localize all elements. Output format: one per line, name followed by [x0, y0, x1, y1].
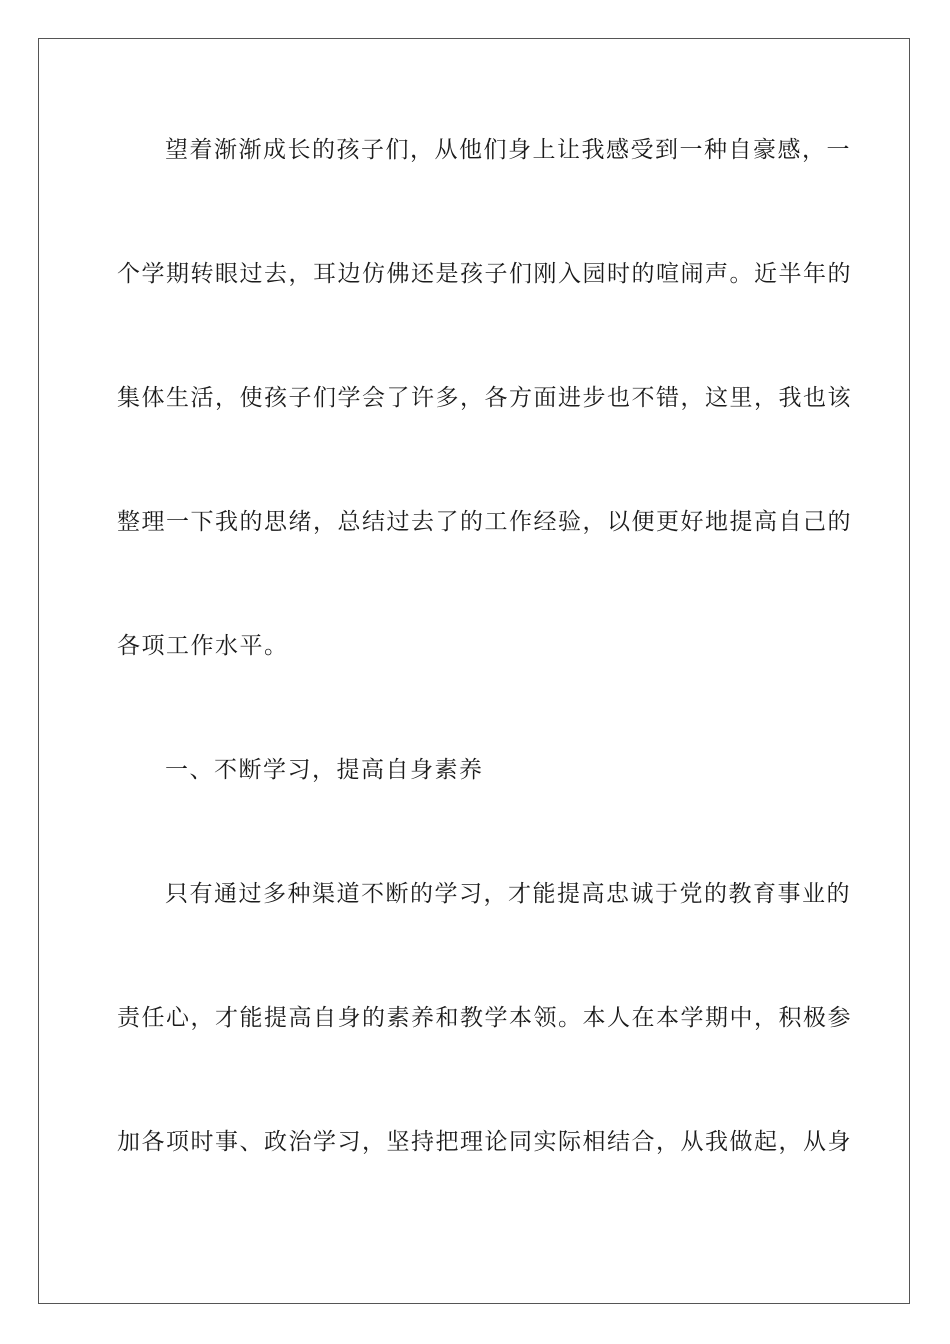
paragraph-1-line-1: 望着渐渐成长的孩子们，从他们身上让我感受到一种自豪感，一 [165, 137, 851, 163]
paragraph-1-line-4: 整理一下我的思绪，总结过去了的工作经验，以便更好地提高自己的 [117, 509, 852, 535]
paragraph-2-line-2: 责任心，才能提高自身的素养和教学本领。本人在本学期中，积极参 [117, 1005, 852, 1031]
section-heading: 一、不断学习，提高自身素养 [165, 757, 484, 783]
paragraph-2-line-1: 只有通过多种渠道不断的学习，才能提高忠诚于党的教育事业的 [165, 881, 851, 907]
paragraph-1-line-2: 个学期转眼过去，耳边仿佛还是孩子们刚入园时的喧闹声。近半年的 [117, 261, 852, 287]
page-border [38, 38, 910, 1304]
paragraph-1-line-3: 集体生活，使孩子们学会了许多，各方面进步也不错，这里，我也该 [117, 385, 852, 411]
paragraph-2-line-3: 加各项时事、政治学习，坚持把理论同实际相结合，从我做起，从身 [117, 1129, 852, 1155]
paragraph-1-line-5: 各项工作水平。 [117, 633, 289, 659]
